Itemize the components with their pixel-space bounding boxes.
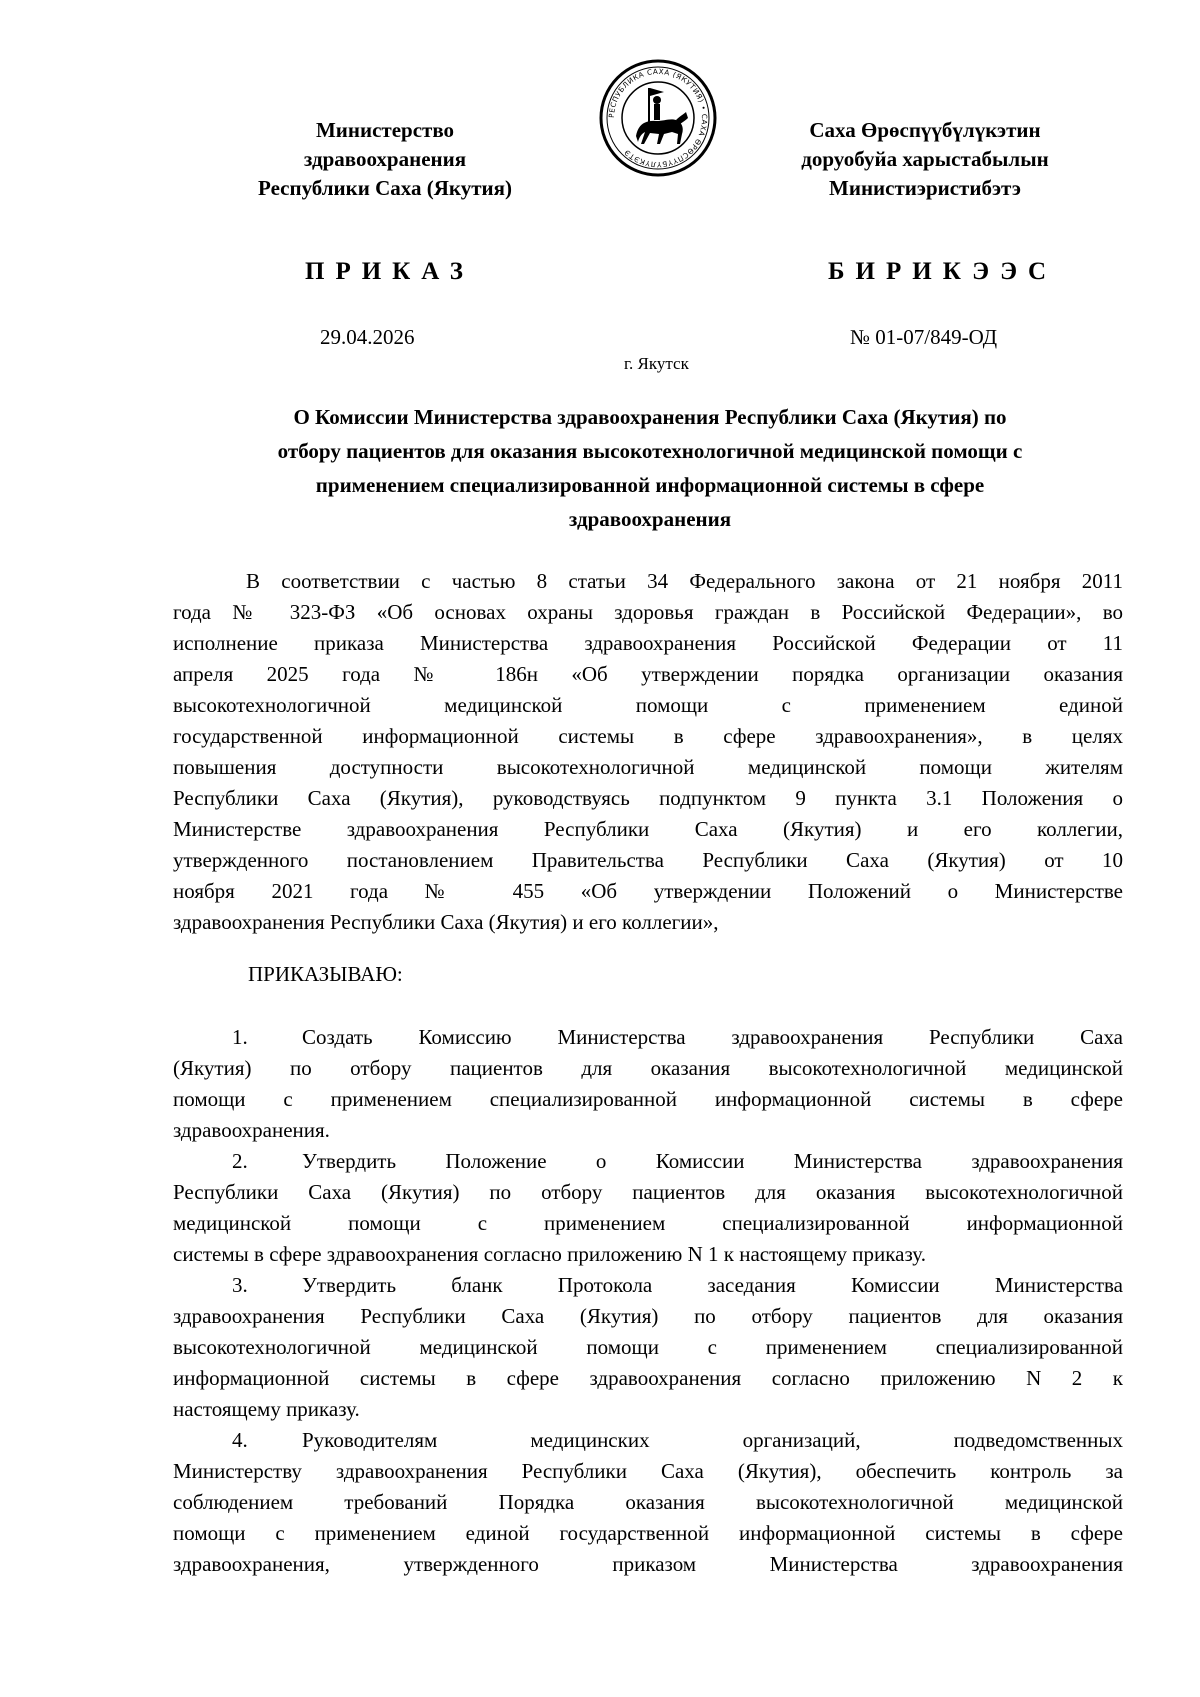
order-city: г. Якутск bbox=[624, 354, 689, 373]
order-number: № 01-07/849-ОД bbox=[850, 325, 998, 349]
doc-type-ru: ПРИКАЗ bbox=[305, 258, 474, 285]
item-number: 1. bbox=[232, 1025, 248, 1049]
order-title bbox=[170, 400, 1130, 536]
item-line: информационной системы в сфере здравоохранения согласно приложению N 2 к bbox=[173, 1366, 1123, 1390]
order-item bbox=[173, 1022, 1123, 1146]
paragraph-line: государственной информационной системы в сфере здравоохранения», в целях bbox=[173, 724, 1123, 748]
paragraph-line: В соответствии с частью 8 статьи 34 Федерального закона от 21 ноября 2011 bbox=[246, 569, 1123, 593]
title-line: применением специализированной информационной системы в сфере bbox=[315, 473, 985, 497]
item-text: Руководителям медицинских организаций, подведомственных bbox=[302, 1428, 1123, 1452]
paragraph-line: здравоохранения Республики Саха (Якутия) и его коллегии», bbox=[173, 910, 719, 934]
item-number: 3. bbox=[232, 1273, 248, 1297]
item-text: Утвердить бланк Протокола заседания Комиссии Министерства bbox=[302, 1273, 1123, 1297]
item-line: Министерству здравоохранения Республики Саха (Якутия), обеспечить контроль за bbox=[173, 1459, 1123, 1483]
item-line: здравоохранения. bbox=[173, 1118, 330, 1142]
item-line: системы в сфере здравоохранения согласно приложению N 1 к настоящему приказу. bbox=[173, 1242, 926, 1266]
header-line: доруобуйа харыстабылын bbox=[801, 147, 1049, 171]
preamble-paragraph bbox=[173, 566, 1123, 938]
order-date: 29.04.2026 bbox=[320, 325, 415, 349]
paragraph-line: Республики Саха (Якутия), руководствуясь подпунктом 9 пункта 3.1 Положения о bbox=[173, 786, 1123, 810]
doc-type-sakha: БИРИКЭЭС bbox=[828, 258, 1058, 285]
header-line: Министиэристибэтэ bbox=[829, 176, 1021, 200]
paragraph-line: года № 323-ФЗ «Об основах охраны здоровья граждан в Российской Федерации», во bbox=[173, 600, 1123, 624]
item-first-line bbox=[173, 1022, 1123, 1053]
item-line: здравоохранения Республики Саха (Якутия) по отбору пациентов для оказания bbox=[173, 1304, 1123, 1328]
item-text: Создать Комиссию Министерства здравоохранения Республики Саха bbox=[302, 1025, 1123, 1049]
item-number: 4. bbox=[232, 1428, 248, 1452]
title-line: отбору пациентов для оказания высокотехнологичной медицинской помощи с bbox=[277, 439, 1023, 463]
item-text: Утвердить Положение о Комиссии Министерства здравоохранения bbox=[302, 1149, 1123, 1173]
item-line: высокотехнологичной медицинской помощи с применением специализированной bbox=[173, 1335, 1123, 1359]
paragraph-line: исполнение приказа Министерства здравоохранения Российской Федерации от 11 bbox=[173, 631, 1123, 655]
header-line: здравоохранения bbox=[303, 147, 467, 171]
item-first-line bbox=[173, 1425, 1123, 1456]
item-line: медицинской помощи с применением специализированной информационной bbox=[173, 1211, 1123, 1235]
item-line: Республики Саха (Якутия) по отбору пациентов для оказания высокотехнологичной bbox=[173, 1180, 1123, 1204]
item-first-line bbox=[173, 1270, 1123, 1301]
order-item bbox=[173, 1270, 1123, 1425]
item-line: (Якутия) по отбору пациентов для оказания высокотехнологичной медицинской bbox=[173, 1056, 1123, 1080]
item-line: помощи с применением единой государственной информационной системы в сфере bbox=[173, 1521, 1123, 1545]
item-first-line bbox=[173, 1146, 1123, 1177]
paragraph-line: Министерстве здравоохранения Республики Саха (Якутия) и его коллегии, bbox=[173, 817, 1123, 841]
order-item bbox=[173, 1146, 1123, 1270]
header-line: Министерство bbox=[315, 118, 455, 142]
paragraph-line: повышения доступности высокотехнологичной медицинской помощи жителям bbox=[173, 755, 1123, 779]
order-directive: ПРИКАЗЫВАЮ: bbox=[248, 962, 403, 986]
order-item bbox=[173, 1425, 1123, 1580]
item-line: настоящему приказу. bbox=[173, 1397, 360, 1421]
order-items bbox=[173, 1022, 1123, 1580]
item-line: соблюдением требований Порядка оказания высокотехнологичной медицинской bbox=[173, 1490, 1123, 1514]
header-line: Саха Өрөспүүбүлүкэтин bbox=[809, 118, 1041, 142]
paragraph-line: апреля 2025 года № 186н «Об утверждении порядка организации оказания bbox=[173, 662, 1123, 686]
paragraph-line: высокотехнологичной медицинской помощи с применением единой bbox=[173, 693, 1123, 717]
paragraph-line: утвержденного постановлением Правительства Республики Саха (Якутия) от 10 bbox=[173, 848, 1123, 872]
paragraph-line: ноября 2021 года № 455 «Об утверждении Положений о Министерстве bbox=[173, 879, 1123, 903]
item-line: помощи с применением специализированной информационной системы в сфере bbox=[173, 1087, 1123, 1111]
title-line: здравоохранения bbox=[568, 507, 732, 531]
seal-text: РЕСПУБЛИКА САХА (ЯКУТИЯ) • САХА ӨРӨСПҮҮБҮЛҮКЭТЭ bbox=[606, 66, 710, 170]
header-line: Республики Саха (Якутия) bbox=[258, 176, 512, 200]
item-line: здравоохранения, утвержденного приказом Министерства здравоохранения bbox=[173, 1552, 1123, 1576]
ministry-header-ru bbox=[225, 116, 545, 203]
title-line: О Комиссии Министерства здравоохранения Республики Саха (Якутия) по bbox=[293, 405, 1007, 429]
item-number: 2. bbox=[232, 1149, 248, 1173]
coat-of-arms-icon bbox=[598, 58, 718, 178]
ministry-header-sakha bbox=[760, 116, 1090, 203]
